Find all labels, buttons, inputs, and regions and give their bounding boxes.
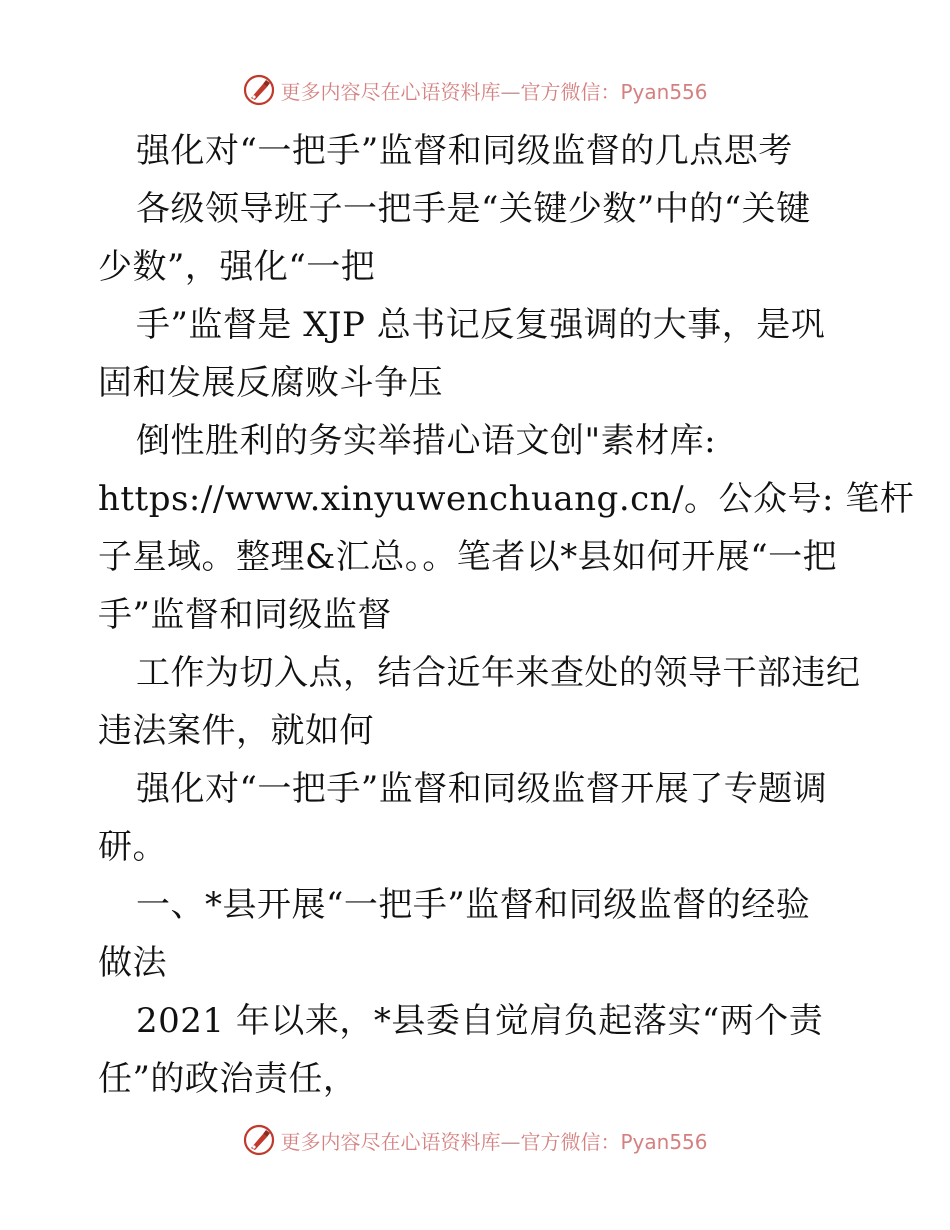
- body-line: 2021 年以来，*县委自觉肩负起落实“两个责: [136, 1001, 824, 1041]
- body-line: 一、*县开展“一把手”监督和同级监督的经验: [136, 885, 811, 925]
- watermark-text: 更多内容尽在心语资料库—官方微信：Pyan556: [280, 1129, 708, 1154]
- body-line: 倒性胜利的务实举措心语文创"素材库:: [136, 421, 717, 461]
- body-line: 少数”，强化“一把: [98, 247, 376, 287]
- document-body: [98, 122, 915, 1108]
- body-line: 工作为切入点，结合近年来查处的领导干部违纪: [136, 653, 861, 693]
- footer-watermark: [0, 1120, 950, 1160]
- pen-logo-icon: [242, 1123, 276, 1157]
- body-line: 子星域。整理&汇总。。笔者以*县如何开展“一把: [98, 537, 838, 577]
- body-line: 研。: [98, 827, 167, 867]
- body-line: 强化对“一把手”监督和同级监督的几点思考: [136, 131, 793, 171]
- body-line: 做法: [98, 943, 167, 983]
- body-line: 各级领导班子一把手是“关键少数”中的“关键: [136, 189, 811, 229]
- body-line: 手”监督和同级监督: [98, 595, 392, 635]
- body-line: 违法案件，就如何: [98, 711, 374, 751]
- pen-logo-icon: [242, 73, 276, 107]
- header-watermark: [0, 70, 950, 110]
- body-line: 手”监督是 XJP 总书记反复强调的大事，是巩: [136, 305, 826, 345]
- body-line: 任”的政治责任，: [98, 1059, 358, 1099]
- watermark-text: 更多内容尽在心语资料库—官方微信：Pyan556: [280, 79, 708, 104]
- body-line: 强化对“一把手”监督和同级监督开展了专题调: [136, 769, 828, 809]
- body-line: 固和发展反腐败斗争压: [98, 363, 443, 403]
- body-line: https://www.xinyuwenchuang.cn/。公众号: 笔杆: [98, 479, 915, 519]
